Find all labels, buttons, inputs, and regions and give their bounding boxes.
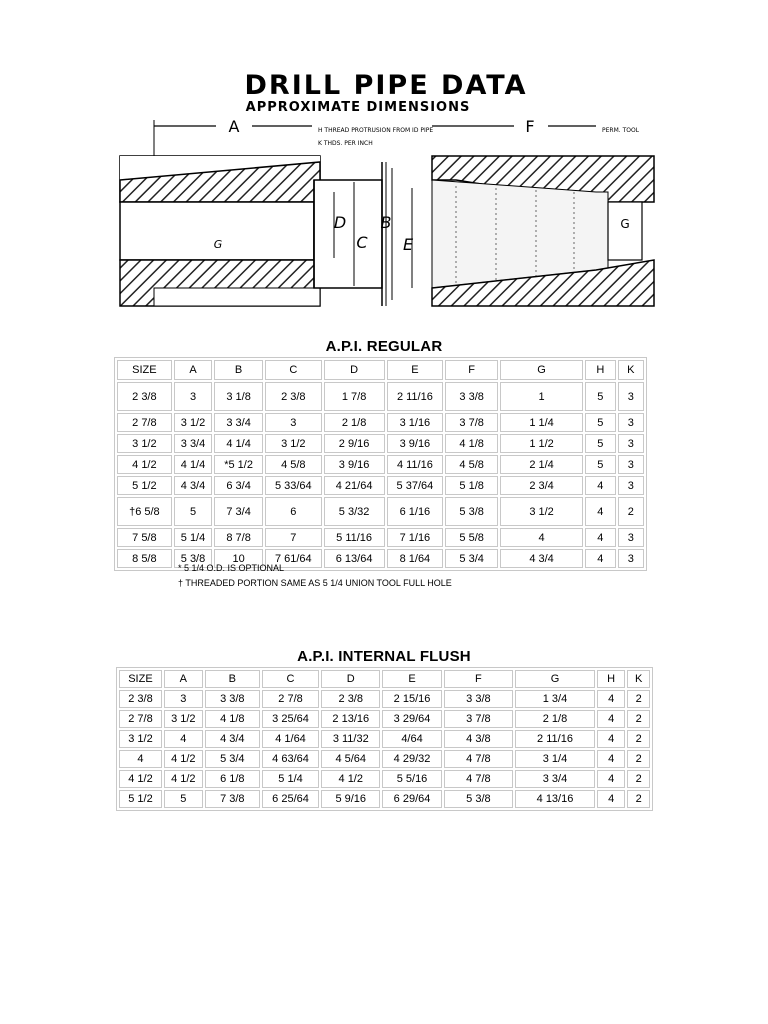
callout-d: D — [333, 213, 347, 232]
table-cell: 4 1/4 — [174, 455, 213, 474]
table-cell: 4 — [585, 476, 615, 495]
table-row — [117, 434, 644, 453]
table-cell: 2 3/8 — [321, 690, 380, 708]
f-note: PERM. TOOL — [602, 127, 640, 134]
drawing-title: DRILL PIPE DATA — [244, 70, 528, 101]
table-cell: 5 5/16 — [382, 770, 441, 788]
table-cell: 5 3/4 — [205, 750, 260, 768]
table-cell: 1 1/2 — [500, 434, 583, 453]
table-cell: 3 — [618, 382, 644, 411]
table-cell: 3 3/8 — [445, 382, 498, 411]
table-cell: 3 1/4 — [515, 750, 595, 768]
callout-f: F — [525, 117, 535, 136]
table-cell: 5 3/8 — [444, 790, 513, 808]
column-header: D — [324, 360, 385, 380]
table-cell: *5 1/2 — [214, 455, 263, 474]
drawing-subtitle: APPROXIMATE DIMENSIONS — [245, 100, 471, 115]
table-cell: 3 1/8 — [214, 382, 263, 411]
table-cell: 3 29/64 — [382, 710, 441, 728]
table-cell: 1 3/4 — [515, 690, 595, 708]
table-cell: 4 21/64 — [324, 476, 385, 495]
callout-c: C — [356, 233, 368, 252]
table-cell: 5 1/8 — [445, 476, 498, 495]
table-cell: 6 — [265, 497, 322, 526]
table-cell: 5 11/16 — [324, 528, 385, 547]
table-row — [117, 382, 644, 411]
table-cell: 4/64 — [382, 730, 441, 748]
table-cell: 10 — [214, 549, 263, 568]
column-header: K — [618, 360, 644, 380]
regular-notes — [178, 561, 452, 591]
table-cell: 3 7/8 — [445, 413, 498, 432]
table-cell: 5 3/8 — [174, 549, 213, 568]
column-header: C — [262, 670, 319, 688]
table-cell: 7 1/16 — [387, 528, 444, 547]
table-row — [119, 710, 650, 728]
column-header: E — [387, 360, 444, 380]
table-cell: 4 1/8 — [445, 434, 498, 453]
table-cell: 4 — [597, 770, 626, 788]
column-header: D — [321, 670, 380, 688]
note-threaded: † THREADED PORTION SAME AS 5 1/4 UNION TOOL FULL HOLE — [178, 578, 452, 588]
table-cell: 5 3/32 — [324, 497, 385, 526]
table-cell: 4 1/64 — [262, 730, 319, 748]
table-cell: 4 — [597, 730, 626, 748]
table-cell: 3 — [618, 528, 644, 547]
table-cell: 2 — [627, 790, 650, 808]
table-cell: 4 1/2 — [117, 455, 172, 474]
table-cell: 4 5/64 — [321, 750, 380, 768]
table-cell: 2 7/8 — [262, 690, 319, 708]
table-cell: 3 — [618, 549, 644, 568]
table-cell: 4 1/8 — [205, 710, 260, 728]
column-header: F — [445, 360, 498, 380]
table-cell: 7 — [265, 528, 322, 547]
note-optional: * 5 1/4 O.D. IS OPTIONAL — [178, 563, 285, 573]
table-cell: 2 — [627, 770, 650, 788]
regular-table — [114, 357, 647, 571]
table-cell: 8 5/8 — [117, 549, 172, 568]
table-cell: 5 — [585, 455, 615, 474]
table-cell: 2 11/16 — [515, 730, 595, 748]
column-header: E — [382, 670, 441, 688]
callout-b: B — [380, 213, 392, 232]
h-note: H THREAD PROTRUSION FROM ID PIPE — [318, 127, 434, 134]
table-cell: 2 7/8 — [119, 710, 162, 728]
table-cell: 3 11/32 — [321, 730, 380, 748]
table-cell: 3 1/16 — [387, 413, 444, 432]
table-cell: 2 1/8 — [515, 710, 595, 728]
table-cell: 5 37/64 — [387, 476, 444, 495]
table-row — [119, 730, 650, 748]
table-cell: 2 1/4 — [500, 455, 583, 474]
column-header: B — [205, 670, 260, 688]
drill-pipe-diagram — [96, 62, 676, 314]
header-row — [119, 670, 650, 688]
table-row — [119, 750, 650, 768]
column-header: G — [515, 670, 595, 688]
table-cell: 5 9/16 — [321, 790, 380, 808]
table-cell: 5 — [585, 382, 615, 411]
table-cell: 5 — [174, 497, 213, 526]
table-cell: 4 3/4 — [174, 476, 213, 495]
table-cell: 3 — [265, 413, 322, 432]
table-cell: 4 — [119, 750, 162, 768]
header-row — [117, 360, 644, 380]
column-header: SIZE — [117, 360, 172, 380]
table-cell: 6 25/64 — [262, 790, 319, 808]
column-header: H — [597, 670, 626, 688]
internal-flush-table — [116, 667, 653, 811]
table-cell: 4 63/64 — [262, 750, 319, 768]
table-cell: 4 — [597, 690, 626, 708]
table-cell: 6 13/64 — [324, 549, 385, 568]
table-cell: 5 — [164, 790, 203, 808]
table-cell: 2 11/16 — [387, 382, 444, 411]
table-cell: 4 5/8 — [265, 455, 322, 474]
table-cell: 4 — [597, 790, 626, 808]
table-cell: †6 5/8 — [117, 497, 172, 526]
table-cell: 3 — [618, 476, 644, 495]
table-cell: 7 5/8 — [117, 528, 172, 547]
table-cell: 4 29/32 — [382, 750, 441, 768]
table-cell: 2 — [618, 497, 644, 526]
table-cell: 2 13/16 — [321, 710, 380, 728]
table-cell: 4 — [500, 528, 583, 547]
table-cell: 3 3/4 — [214, 413, 263, 432]
table-cell: 4 — [585, 497, 615, 526]
table-cell: 5 5/8 — [445, 528, 498, 547]
table-cell: 1 7/8 — [324, 382, 385, 411]
table-cell: 4 5/8 — [445, 455, 498, 474]
table-cell: 6 29/64 — [382, 790, 441, 808]
k-note: K THDS. PER INCH — [318, 140, 373, 147]
table-cell: 3 1/2 — [174, 413, 213, 432]
internal-flush-title: A.P.I. INTERNAL FLUSH — [297, 648, 471, 665]
table-cell: 4 — [597, 710, 626, 728]
table-cell: 2 3/8 — [119, 690, 162, 708]
callout-a: A — [228, 117, 240, 136]
table-cell: 3 9/16 — [387, 434, 444, 453]
table-cell: 6 1/8 — [205, 770, 260, 788]
table-cell: 2 3/8 — [265, 382, 322, 411]
callout-g-right: G — [620, 217, 630, 231]
table-cell: 4 1/2 — [321, 770, 380, 788]
table-cell: 4 3/8 — [444, 730, 513, 748]
table-cell: 7 3/4 — [214, 497, 263, 526]
table-cell: 4 — [585, 549, 615, 568]
table-cell: 5 — [585, 413, 615, 432]
column-header: C — [265, 360, 322, 380]
table-cell: 5 — [585, 434, 615, 453]
table-cell: 1 1/4 — [500, 413, 583, 432]
table-cell: 8 7/8 — [214, 528, 263, 547]
table-cell: 4 1/2 — [164, 750, 203, 768]
table-cell: 3 3/8 — [444, 690, 513, 708]
table-cell: 3 1/2 — [119, 730, 162, 748]
table-cell: 2 3/8 — [117, 382, 172, 411]
table-row — [117, 413, 644, 432]
table-row — [117, 497, 644, 526]
table-cell: 3 — [174, 382, 213, 411]
column-header: SIZE — [119, 670, 162, 688]
column-header: A — [174, 360, 213, 380]
table-cell: 3 — [164, 690, 203, 708]
table-cell: 3 — [618, 455, 644, 474]
table-cell: 5 33/64 — [265, 476, 322, 495]
table-row — [119, 690, 650, 708]
regular-title: A.P.I. REGULAR — [325, 338, 443, 355]
column-header: K — [627, 670, 650, 688]
table-cell: 2 9/16 — [324, 434, 385, 453]
column-header: G — [500, 360, 583, 380]
table-row — [119, 770, 650, 788]
table-cell: 4 7/8 — [444, 750, 513, 768]
table-cell: 2 7/8 — [117, 413, 172, 432]
table-cell: 3 1/2 — [265, 434, 322, 453]
callout-e: E — [402, 235, 414, 254]
table-cell: 3 — [618, 413, 644, 432]
table-cell: 4 3/4 — [500, 549, 583, 568]
table-cell: 3 7/8 — [444, 710, 513, 728]
table-cell: 3 1/2 — [117, 434, 172, 453]
table-cell: 4 3/4 — [205, 730, 260, 748]
table-cell: 5 3/8 — [445, 497, 498, 526]
table-cell: 5 3/4 — [445, 549, 498, 568]
table-cell: 7 3/8 — [205, 790, 260, 808]
table-cell: 5 1/4 — [262, 770, 319, 788]
table-cell: 4 1/2 — [119, 770, 162, 788]
table-cell: 5 1/2 — [117, 476, 172, 495]
table-cell: 6 3/4 — [214, 476, 263, 495]
table-cell: 3 9/16 — [324, 455, 385, 474]
table-cell: 4 1/4 — [214, 434, 263, 453]
table-cell: 2 — [627, 750, 650, 768]
column-header: A — [164, 670, 203, 688]
table-cell: 4 — [597, 750, 626, 768]
table-cell: 3 1/2 — [500, 497, 583, 526]
table-row — [117, 455, 644, 474]
table-row — [119, 790, 650, 808]
column-header: H — [585, 360, 615, 380]
table-cell: 2 15/16 — [382, 690, 441, 708]
table-row — [117, 476, 644, 495]
table-cell: 5 1/4 — [174, 528, 213, 547]
table-cell: 2 3/4 — [500, 476, 583, 495]
column-header: F — [444, 670, 513, 688]
table-cell: 4 13/16 — [515, 790, 595, 808]
table-cell: 5 1/2 — [119, 790, 162, 808]
table-cell: 4 1/2 — [164, 770, 203, 788]
table-cell: 2 1/8 — [324, 413, 385, 432]
table-cell: 3 3/8 — [205, 690, 260, 708]
table-cell: 1 — [500, 382, 583, 411]
table-cell: 2 — [627, 710, 650, 728]
table-cell: 3 3/4 — [174, 434, 213, 453]
callout-g: G — [213, 238, 223, 251]
table-cell: 3 1/2 — [164, 710, 203, 728]
table-cell: 2 — [627, 730, 650, 748]
column-header: B — [214, 360, 263, 380]
table-cell: 7 61/64 — [265, 549, 322, 568]
table-cell: 4 11/16 — [387, 455, 444, 474]
table-cell: 6 1/16 — [387, 497, 444, 526]
table-cell: 3 25/64 — [262, 710, 319, 728]
table-cell: 4 7/8 — [444, 770, 513, 788]
table-cell: 4 — [164, 730, 203, 748]
table-cell: 2 — [627, 690, 650, 708]
table-cell: 8 1/64 — [387, 549, 444, 568]
table-cell: 3 3/4 — [515, 770, 595, 788]
table-row — [117, 528, 644, 547]
table-cell: 4 — [585, 528, 615, 547]
table-cell: 3 — [618, 434, 644, 453]
